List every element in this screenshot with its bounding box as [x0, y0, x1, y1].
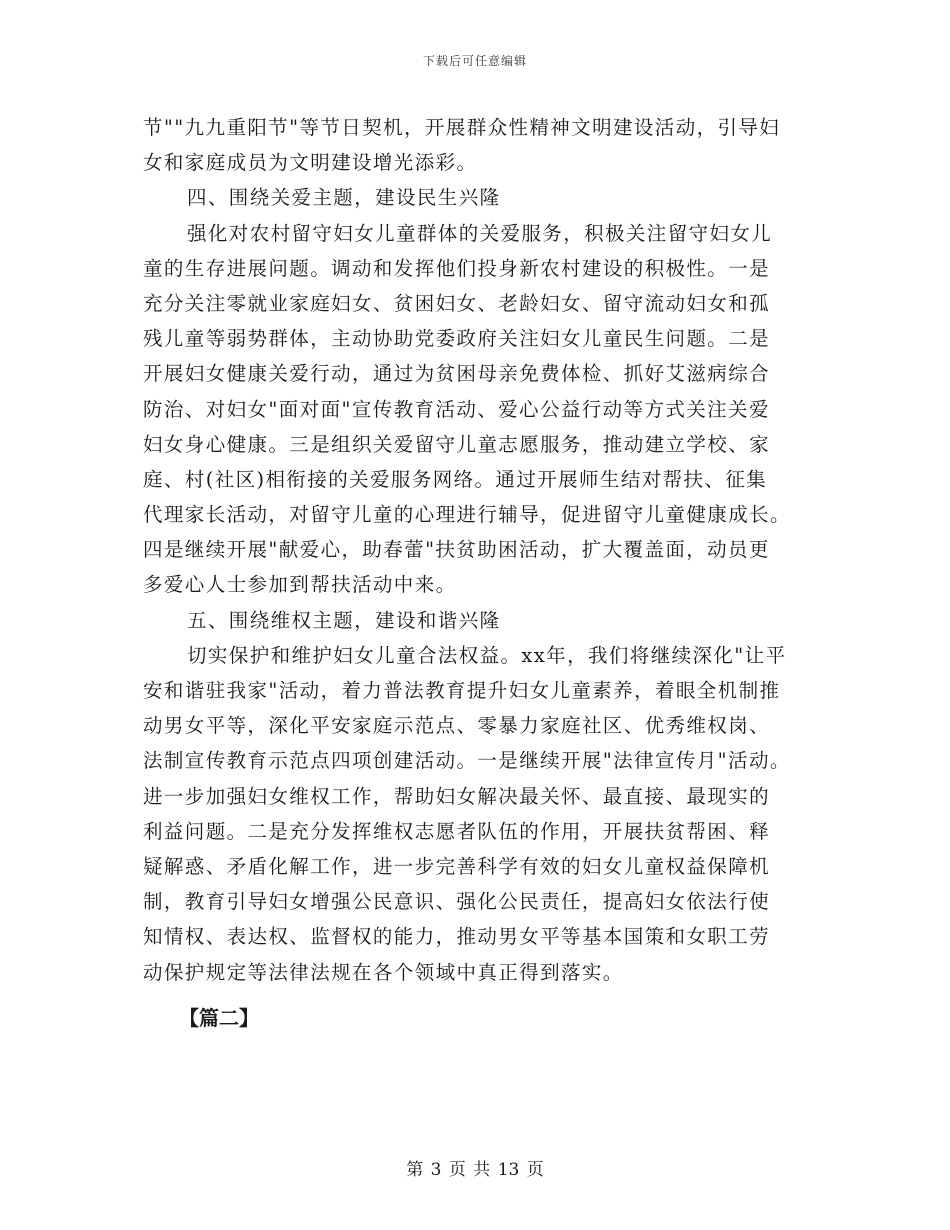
section-marker: 【篇二】 — [179, 1005, 259, 1030]
body-line: 制，教育引导妇女增强公民意识、强化公民责任，提高妇女依法行使 — [143, 890, 771, 914]
body-line: 庭、村(社区)相衔接的关爱服务网络。通过开展师生结对帮扶、征集 — [143, 467, 768, 491]
body-line: 多爱心人士参加到帮扶活动中来。 — [143, 573, 457, 597]
section-heading-5: 五、围绕维权主题，建设和谐兴隆 — [187, 608, 501, 632]
document-body — [143, 110, 813, 1038]
body-line: 充分关注零就业家庭妇女、贫困妇女、老龄妇女、留守流动妇女和孤 — [143, 291, 771, 315]
paragraph-start: 强化对农村留守妇女儿童群体的关爱服务，积极关注留守妇女儿 — [187, 221, 773, 245]
body-line: 动男女平等，深化平安家庭示范点、零暴力家庭社区、优秀维权岗、 — [143, 714, 771, 738]
body-line: 妇女身心健康。三是组织关爱留守儿童志愿服务，推动建立学校、家 — [143, 432, 771, 456]
body-line: 四是继续开展"献爱心，助春蕾"扶贫助困活动，扩大覆盖面，动员更 — [143, 538, 770, 562]
body-line: 安和谐驻我家"活动，着力普法教育提升妇女儿童素养，着眼全机制推 — [143, 679, 781, 702]
page-number: 第 3 页 共 13 页 — [406, 1160, 544, 1180]
body-line: 残儿童等弱势群体，主动协助党委政府关注妇女儿童民生问题。二是 — [143, 327, 771, 351]
page-header: 下载后可任意编辑 — [422, 54, 527, 68]
body-line: 进一步加强妇女维权工作，帮助妇女解决最关怀、最直接、最现实的 — [143, 784, 771, 808]
body-line: 女和家庭成员为文明建设增光添彩。 — [143, 151, 478, 175]
body-line: 动保护规定等法律法规在各个领域中真正得到落实。 — [143, 960, 624, 984]
body-line: 防治、对妇女"面对面"宣传教育活动、爱心公益行动等方式关注关爱 — [143, 397, 770, 421]
paragraph-start: 切实保护和维护妇女儿童合法权益。xx年，我们将继续深化"让平 — [187, 643, 787, 667]
body-line: 节""九九重阳节"等节日契机，开展群众性精神文明建设活动，引导妇 — [143, 116, 781, 139]
body-line: 童的生存进展问题。调动和发挥他们投身新农村建设的积极性。一是 — [143, 256, 771, 280]
body-line: 开展妇女健康关爱行动，通过为贫困母亲免费体检、抓好艾滋病综合 — [143, 362, 771, 386]
body-line: 法制宣传教育示范点四项创建活动。一是继续开展"法律宣传月"活动。 — [143, 749, 791, 773]
body-line: 疑解惑、矛盾化解工作，进一步完善科学有效的妇女儿童权益保障机 — [143, 854, 771, 878]
body-line: 代理家长活动，对留守儿童的心理进行辅导，促进留守儿童健康成长。 — [143, 503, 791, 527]
section-heading-4: 四、围绕关爱主题，建设民生兴隆 — [187, 186, 501, 210]
body-line: 知情权、表达权、监督权的能力，推动男女平等基本国策和女职工劳 — [143, 925, 771, 949]
body-line: 利益问题。二是充分发挥维权志愿者队伍的作用，开展扶贫帮困、释 — [143, 819, 771, 843]
